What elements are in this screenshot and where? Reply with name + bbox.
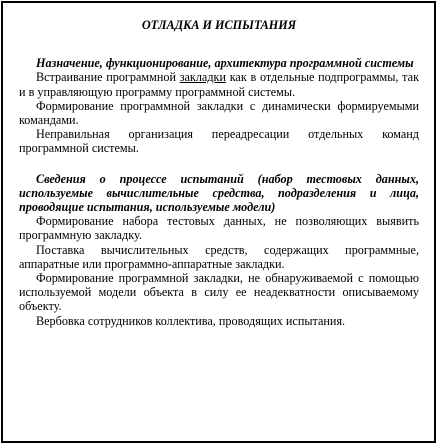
paragraph-readdressing: Неправильная организация переадресации отдельных команд программной системы.: [19, 127, 419, 156]
paragraph-dynamic-commands: Формирование программной закладки с динамически формируемыми командами.: [19, 98, 419, 128]
document-content: [19, 18, 419, 328]
paragraph-embedding-text-start: Встраивание программной: [36, 70, 180, 85]
paragraph-test-data: Формирование набора тестовых данных, не позволяющих выявить программную закладку.: [19, 214, 419, 243]
document-frame: [1, 1, 436, 443]
paragraph-embedding-text-end: как в отдельные подпрограммы, так и в управляющую программу программной системы.: [19, 70, 419, 99]
paragraph-model-inadequacy: Формирование программной закладки, не обнаруживаемой с помощью используемой модели объекта в силу ее неадекватности описываемому объекту.: [19, 271, 419, 314]
paragraph-staff-recruitment: Вербовка сотрудников коллектива, проводящих испытания.: [36, 313, 346, 328]
section-spacer: [19, 156, 419, 172]
paragraph-hardware-supply: Поставка вычислительных средств, содержащих программные, аппаратные или программно-аппаратные закладки.: [19, 242, 419, 271]
paragraph-embedding: [19, 70, 419, 98]
section-heading-testing: Сведения о процессе испытаний (набор тестовых данных, используемые вычислительные средства, подразделения и лица, проводящие испытания, используемые модели): [19, 171, 419, 215]
document-title: ОТЛАДКА И ИСПЫТАНИЯ: [141, 18, 297, 32]
section-heading-architecture: Назначение, функционирование, архитектура программной системы: [36, 56, 414, 71]
underlined-word-bookmark: закладки: [179, 70, 226, 85]
